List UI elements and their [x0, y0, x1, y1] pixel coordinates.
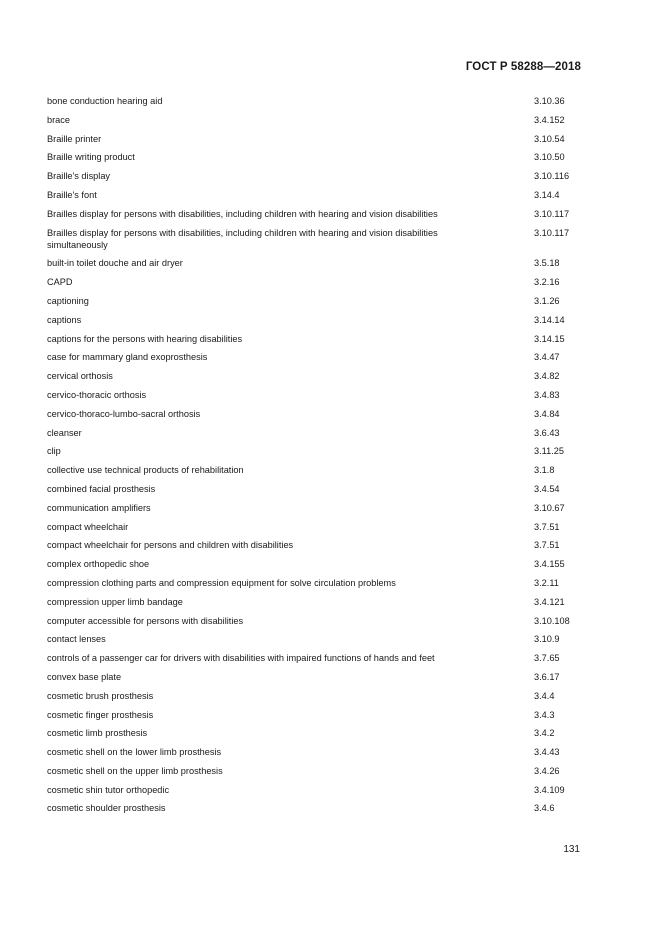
- index-entry: [47, 652, 587, 664]
- index-entry: [47, 227, 587, 251]
- index-reference: 3.4.6: [534, 803, 555, 814]
- index-entry: [47, 558, 587, 570]
- index-entry: [47, 189, 587, 201]
- index-reference: 3.10.50: [534, 152, 565, 163]
- index-entry: [47, 351, 587, 363]
- index-entry: [47, 596, 587, 608]
- index-term: cosmetic finger prosthesis: [47, 709, 154, 720]
- index-entry: [47, 95, 587, 107]
- index-reference: 3.4.2: [534, 728, 555, 739]
- index-reference: 3.4.47: [534, 352, 560, 363]
- index-term: Brailles display for persons with disabilities, including children with hearing and vision disabilities simultaneously: [47, 227, 438, 250]
- index-reference: 3.10.116: [534, 171, 570, 182]
- page-number: 131: [563, 844, 580, 855]
- index-reference: 3.4.155: [534, 559, 565, 570]
- index-term: captions: [47, 314, 82, 325]
- index-entry: [47, 314, 587, 326]
- index-entry: [47, 727, 587, 739]
- index-reference: 3.5.18: [534, 258, 560, 269]
- index-entry: [47, 539, 587, 551]
- index-term: brace: [47, 114, 70, 125]
- index-entry: [47, 170, 587, 182]
- index-term: Braille's font: [47, 189, 97, 200]
- index-entry: [47, 370, 587, 382]
- index-term: cosmetic limb prosthesis: [47, 728, 148, 739]
- index-reference: 3.4.82: [534, 371, 560, 382]
- index-term: cosmetic shell on the upper limb prosthesis: [47, 765, 223, 776]
- index-reference: 3.14.15: [534, 333, 565, 344]
- index-term: captions for the persons with hearing disabilities: [47, 333, 243, 344]
- index-term: cosmetic shin tutor orthopedic: [47, 784, 170, 795]
- index-entry: [47, 746, 587, 758]
- index-entry: [47, 445, 587, 457]
- index-reference: 3.10.9: [534, 634, 560, 645]
- index-entry: [47, 427, 587, 439]
- index-term: compression clothing parts and compression equipment for solve circulation problems: [47, 577, 396, 588]
- index-reference: 3.4.26: [534, 765, 560, 776]
- index-term: cervico-thoraco-lumbo-sacral orthosis: [47, 408, 201, 419]
- index-entry: [47, 633, 587, 645]
- index-term: captioning: [47, 295, 89, 306]
- index-entry: [47, 765, 587, 777]
- index-term: Braille's display: [47, 171, 111, 182]
- index-entry: [47, 133, 587, 145]
- index-reference: 3.7.65: [534, 653, 560, 664]
- index-entry: [47, 208, 587, 220]
- index-entry: [47, 671, 587, 683]
- index-entry: [47, 709, 587, 721]
- index-entry: [47, 802, 587, 814]
- index-reference: 3.10.117: [534, 208, 570, 219]
- index-reference: 3.4.109: [534, 784, 565, 795]
- index-reference: 3.4.121: [534, 596, 565, 607]
- index-entry: [47, 408, 587, 420]
- index-term: convex base plate: [47, 671, 122, 682]
- index-term: cosmetic shell on the lower limb prosthesis: [47, 747, 222, 758]
- index-reference: 3.4.84: [534, 408, 560, 419]
- index-term: Braille printer: [47, 133, 102, 144]
- index-reference: 3.14.14: [534, 314, 565, 325]
- index-reference: 3.6.43: [534, 427, 560, 438]
- index-reference: 3.4.54: [534, 483, 560, 494]
- index-reference: 3.10.108: [534, 615, 570, 626]
- standard-code-header: ГОСТ Р 58288—2018: [465, 61, 581, 73]
- index-reference: 3.4.83: [534, 389, 560, 400]
- index-term: collective use technical products of rehabilitation: [47, 465, 244, 476]
- index-term: bone conduction hearing aid: [47, 96, 163, 106]
- index-term: compact wheelchair: [47, 521, 129, 532]
- index-entry: [47, 276, 587, 288]
- index-term: clip: [47, 446, 61, 457]
- index-term: compact wheelchair for persons and children with disabilities: [47, 540, 294, 551]
- index-term: CAPD: [47, 277, 73, 288]
- index-term: compression upper limb bandage: [47, 596, 183, 607]
- index-entry: [47, 521, 587, 533]
- index-entry: [47, 464, 587, 476]
- index-entry: [47, 389, 587, 401]
- index-entry: [47, 257, 587, 269]
- index-entry: [47, 615, 587, 627]
- index-term: Brailles display for persons with disabilities, including children with hearing and vision disabilities: [47, 208, 438, 219]
- index-reference: 3.2.11: [534, 577, 559, 588]
- index-reference: 3.10.36: [534, 96, 565, 106]
- index-list: [47, 95, 587, 821]
- index-reference: 3.10.117: [534, 227, 570, 238]
- index-reference: 3.4.43: [534, 747, 560, 758]
- index-term: contact lenses: [47, 634, 106, 645]
- index-entry: [47, 295, 587, 307]
- index-entry: [47, 333, 587, 345]
- index-reference: 3.6.17: [534, 671, 560, 682]
- index-reference: 3.1.26: [534, 295, 560, 306]
- index-term: cosmetic shoulder prosthesis: [47, 803, 166, 814]
- index-reference: 3.4.4: [534, 690, 555, 701]
- index-reference: 3.7.51: [534, 521, 560, 532]
- index-term: case for mammary gland exoprosthesis: [47, 352, 208, 363]
- index-term: communication amplifiers: [47, 502, 151, 513]
- index-term: cleanser: [47, 427, 82, 438]
- index-entry: [47, 577, 587, 589]
- index-reference: 3.7.51: [534, 540, 560, 551]
- index-reference: 3.14.4: [534, 189, 560, 200]
- index-entry: [47, 690, 587, 702]
- index-reference: 3.4.152: [534, 114, 565, 125]
- index-term: Braille writing product: [47, 152, 135, 163]
- index-entry: [47, 502, 587, 514]
- index-term: combined facial prosthesis: [47, 483, 156, 494]
- index-entry: [47, 114, 587, 126]
- index-reference: 3.10.67: [534, 502, 565, 513]
- index-entry: [47, 784, 587, 796]
- index-reference: 3.11.25: [534, 446, 564, 457]
- index-term: built-in toilet douche and air dryer: [47, 258, 183, 269]
- index-term: controls of a passenger car for drivers with disabilities with impaired functions of hands and feet: [47, 653, 435, 664]
- index-reference: 3.2.16: [534, 277, 560, 288]
- index-term: cervical orthosis: [47, 371, 113, 382]
- index-reference: 3.4.3: [534, 709, 555, 720]
- index-entry: [47, 483, 587, 495]
- index-term: computer accessible for persons with disabilities: [47, 615, 244, 626]
- index-entry: [47, 151, 587, 163]
- index-term: cosmetic brush prosthesis: [47, 690, 154, 701]
- index-term: cervico-thoracic orthosis: [47, 389, 147, 400]
- index-term: complex orthopedic shoe: [47, 559, 150, 570]
- index-reference: 3.10.54: [534, 133, 565, 144]
- index-reference: 3.1.8: [534, 465, 555, 476]
